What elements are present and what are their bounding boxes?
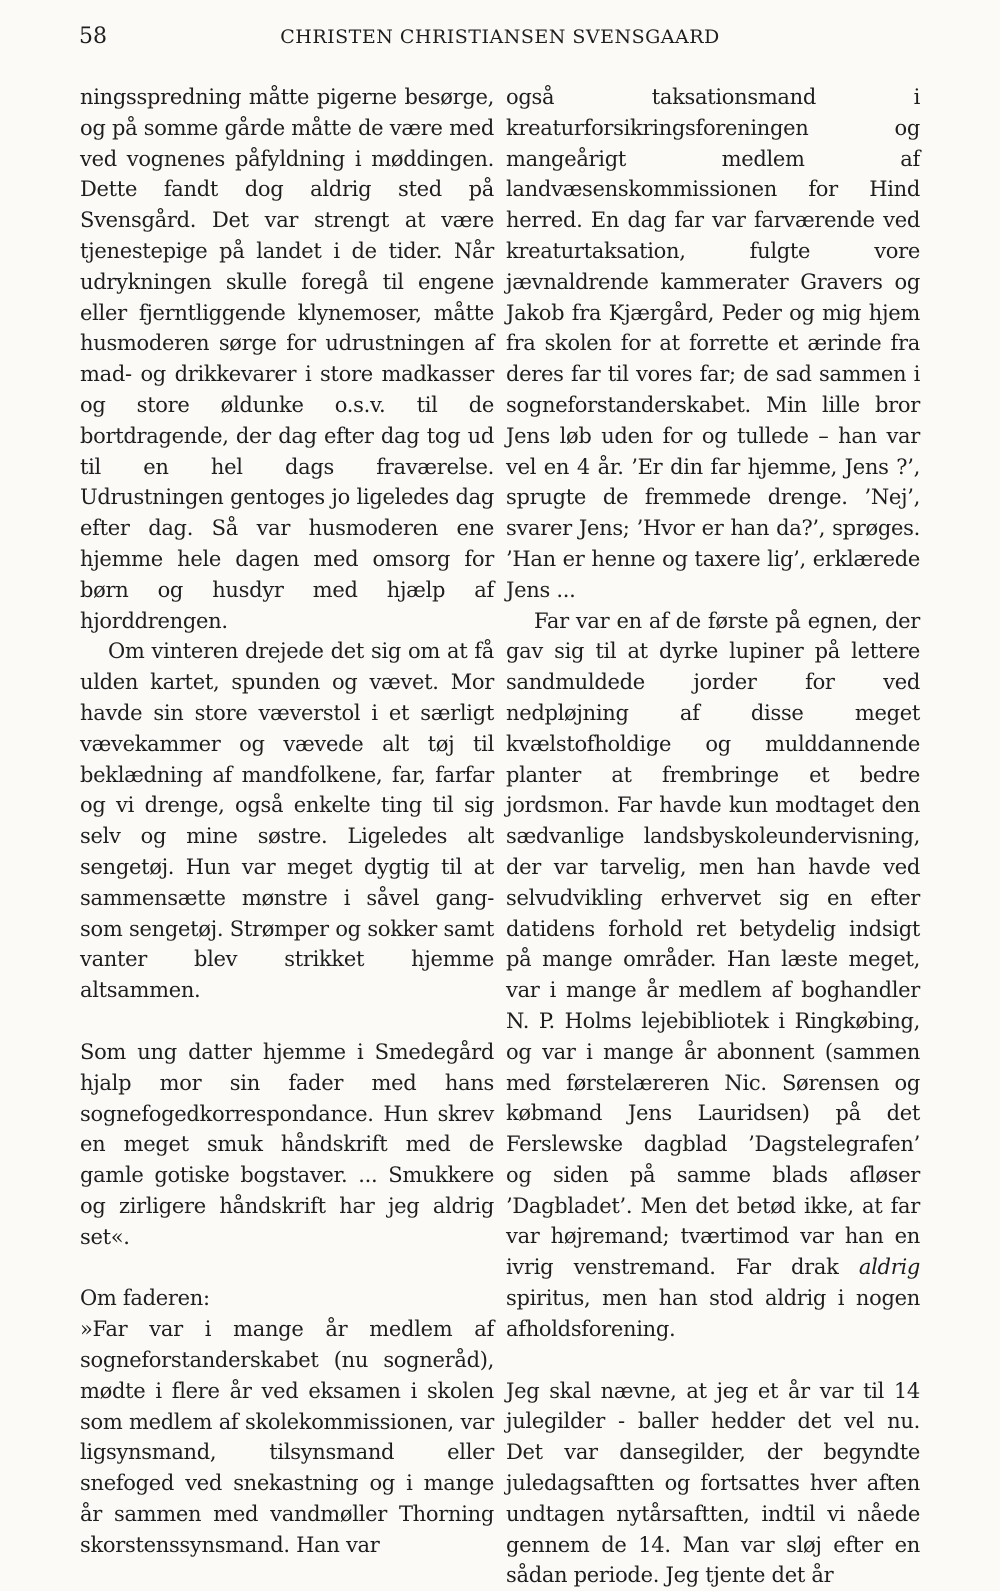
- left-paragraph-4: Om faderen:: [80, 1286, 210, 1311]
- left-paragraph-3: Som ung datter hjemme i Smedegård hjalp mor sin fader med hans sognefogedkorrespondance. Hun skrev en meget smuk håndskrift med de gamle gotiske bogstaver. ... Smukkere og zirligere håndskrift har jeg aldrig set«.: [80, 1039, 494, 1249]
- right-column: [506, 82, 920, 1591]
- page-header: [0, 24, 1000, 54]
- right-paragraph-2-end: spiritus, men han stod aldrig i nogen afholdsforening.: [506, 1286, 920, 1341]
- left-column: [80, 82, 494, 1561]
- right-paragraph-2: [506, 606, 920, 1345]
- paragraph-gap: [80, 1006, 494, 1037]
- italic-word: aldrig: [858, 1255, 920, 1280]
- running-head: CHRISTEN CHRISTIANSEN SVENSGAARD: [280, 26, 720, 48]
- right-paragraph-3: Jeg skal nævne, at jeg et år var til 14 julegilder - baller hedder det vel nu. Det var dansegilder, der begyndte juledagsaftten og fortsattes hver aften undtagen nytårsaftten, indtil vi nåede gennem de 14. Man var sløj efter en sådan periode. Jeg tjente det år: [506, 1378, 920, 1588]
- paragraph-gap: [506, 1345, 920, 1376]
- left-paragraph-1: ningsspredning måtte pigerne besørge, og på somme gårde måtte de være med ved vognenes påfyldning i møddingen. Dette fandt dog aldrig sted på Svensgård. Det var strengt at være tjenestepige på landet i de tider. Når udrykningen skulle foregå til engene eller fjerntliggende klynemoser, måtte husmoderen sørge for udrustningen af mad- og drikkevarer i store madkasser og store øldunke o.s.v. til de bortdragende, der dag efter dag tog ud til en hel dags fraværelse. Udrustningen gentoges jo ligeledes dag efter dag. Så var husmoderen ene hjemme hele dagen med omsorg for børn og husdyr med hjælp af hjorddrengen.: [80, 85, 494, 633]
- paragraph-gap: [80, 1252, 494, 1283]
- left-paragraph-2: Om vinteren drejede det sig om at få ulden kartet, spunden og vævet. Mor havde sin store væverstol i et særligt vævekammer og vævede alt tøj til beklædning af mandfolkene, far, farfar og vi drenge, også enkelte ting til sig selv og mine søstre. Ligeledes alt sengetøj. Hun var meget dygtig til at sammensætte mønstre i såvel gang- som sengetøj. Strømper og sokker samt vanter blev strikket hjemme altsammen.: [80, 639, 494, 1003]
- left-paragraph-5: »Far var i mange år medlem af sogneforstanderskabet (nu sogneråd), mødte i flere år ved eksamen i skolen som medlem af skolekommissionen, var ligsynsmand, tilsynsmand eller snefoged ved snekastning og i mange år sammen med vandmøller Thorning skorstenssynsmand. Han var: [80, 1317, 494, 1557]
- right-paragraph-1: også taksationsmand i kreaturforsikringsforeningen og mangeårigt medlem af landvæsenskommissionen for Hind herred. En dag far var farværende ved kreaturtaksation, fulgte vore jævnaldrende kammerater Gravers og Jakob fra Kjærgård, Peder og mig hjem fra skolen for at forrette et ærinde fra deres far til vores far; de sad sammen i sogneforstanderskabet. Min lille bror Jens løb uden for og tullede – han var vel en 4 år. ’Er din far hjemme, Jens ?’, sprugte de fremmede drenge. ’Nej’, svarer Jens; ’Hvor er han da?’, sprøges. ’Han er henne og taxere lig’, erklærede Jens ...: [506, 85, 920, 602]
- right-paragraph-2-start: Far var en af de første på egnen, der gav sig til at dyrke lupiner på lettere sandmuldede jorder for ved nedpløjning af disse meget kvælstofholdige og mulddannende planter at frembringe et bedre jordsmon. Far havde kun modtaget den sædvanlige landsbyskoleundervisning, der var tarvelig, men han havde ved selvudvikling erhvervet sig en efter datidens forhold ret betydelig indsigt på mange områder. Han læste meget, var i mange år medlem af boghandler N. P. Holms lejebibliotek i Ringkøbing, og var i mange år abonnent (sammen med førstelæreren Nic. Sørensen og købmand Jens Lauridsen) på det Ferslewske dagblad ’Dagstelegrafen’ og siden på samme blads afløser ’Dagbladet’. Men det betød ikke, at far var højremand; tværtimod var han en ivrig venstremand. Far drak: [506, 608, 920, 1280]
- page-number: 58: [79, 24, 107, 49]
